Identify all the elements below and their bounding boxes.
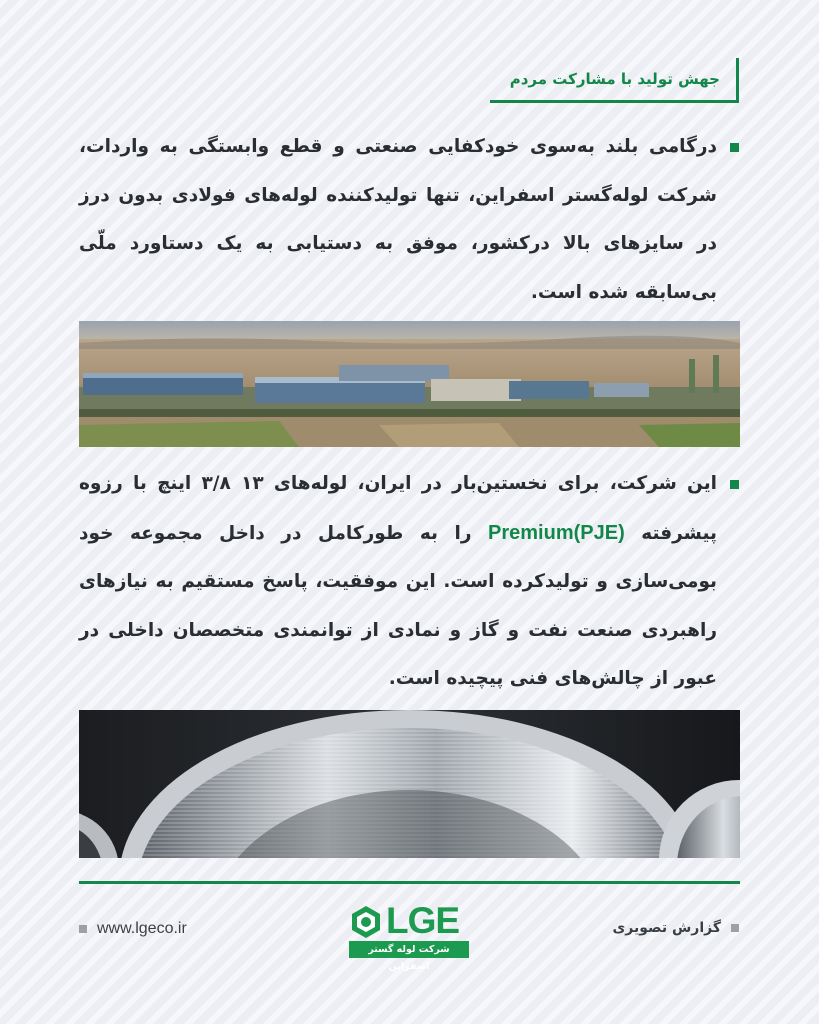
paragraph-2-text-a: این شرکت، برای نخستین‌بار در ایران، لوله‌های ۱۳ ۳/۸ اینچ با رزوه پیشرفته [79,473,717,544]
report-label: گزارش تصویری [612,920,721,936]
website-block [79,920,187,938]
bullet-square-icon [730,480,739,489]
header-tag [490,58,739,103]
square-bullet-icon [731,924,739,932]
paragraph-1-text: درگامی بلند به‌سوی خودکفایی صنعتی و قطع وابستگی به واردات، شرکت لوله‌گستر اسفراین، تنها تولیدکننده لوله‌های فولادی بدون درز در سایزهای بالا درکشور، موفق به دستیابی به یک دستاورد ملّی بی‌سابقه شده است. [79,136,717,303]
footer-divider [79,881,740,884]
logo-subtitle: شرکت لوله گستر اسفراین [349,941,469,958]
logo-wordmark: LGE [386,900,460,941]
paragraph-2 [79,460,739,704]
premium-pje-highlight: Premium(PJE) [488,521,625,544]
square-bullet-icon [79,925,87,933]
website-link[interactable]: www.lgeco.ir [97,920,187,937]
bullet-square-icon [730,143,739,152]
report-label-block [612,920,739,936]
paragraph-1 [79,123,739,317]
threaded-pipe-photo [79,710,740,858]
paragraph-2-text-b: را به طورکامل در داخل مجموعه خود بومی‌سازی و تولیدکرده است. این موفقیت، پاسخ مستقیم به نیازهای راهبردی صنعت نفت و گاز و نمادی از توانمندی متخصصان داخلی در عبور از چالش‌های فنی پیچیده است. [79,522,717,689]
lge-emblem-icon [349,905,383,939]
lge-logo [349,900,471,972]
header-tag-text: جهش تولید با مشارکت مردم [509,70,720,88]
factory-aerial-photo [79,321,740,447]
